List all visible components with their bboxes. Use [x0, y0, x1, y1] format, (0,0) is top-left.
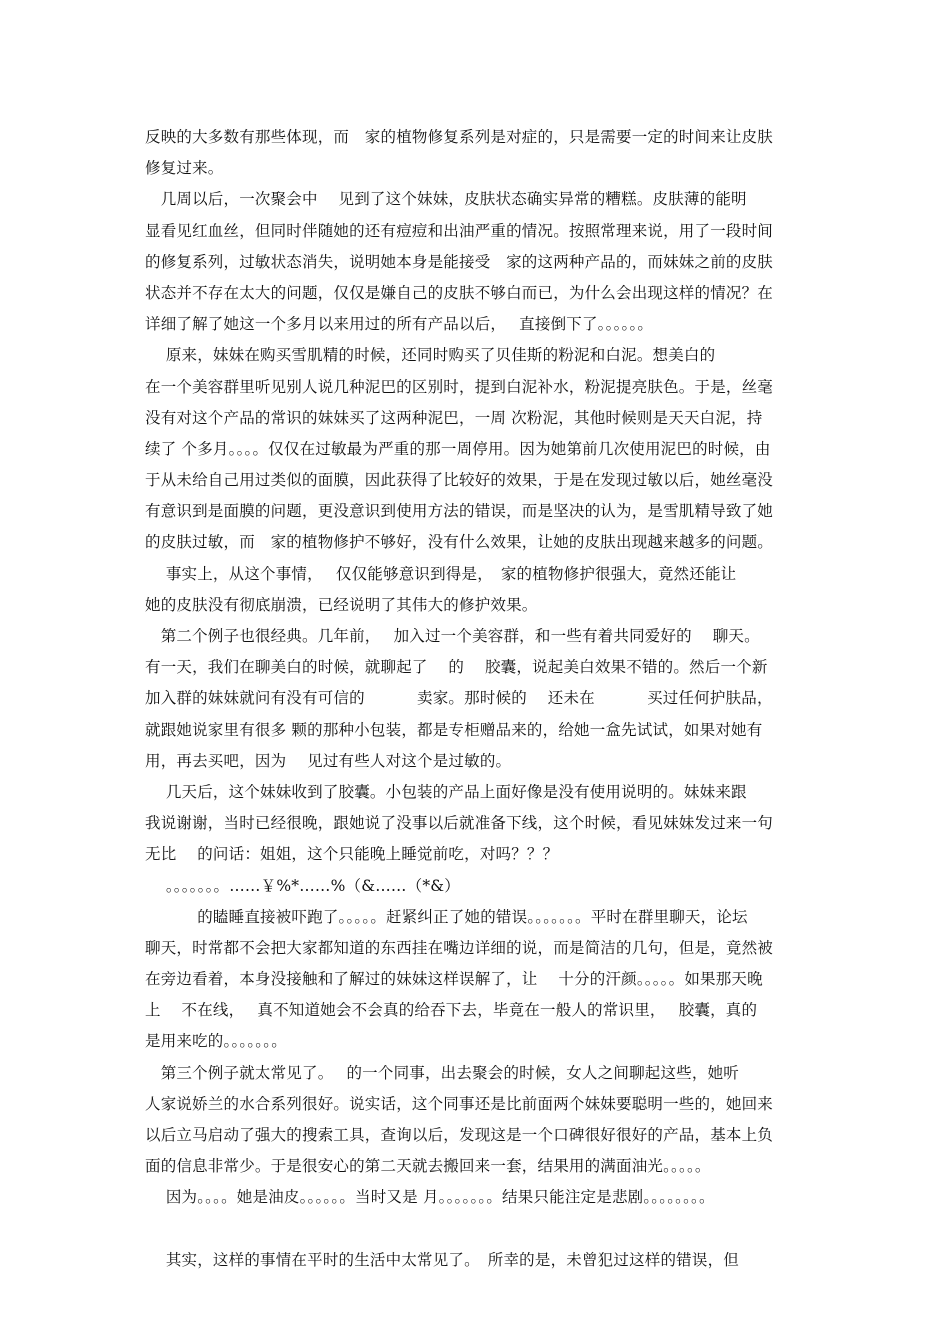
text-line: 反映的大多数有那些体现，而 家的植物修复系列是对症的，只是需要一定的时间来让皮肤	[145, 128, 774, 146]
text-line: 第三个例子就太常见了。 的一个同事，出去聚会的时候，女人之间聊起这些，她听	[145, 1063, 739, 1082]
text-line: 状态并不存在太大的问题，仅仅是嫌自己的皮肤不够白而已，为什么会出现这样的情况？在	[145, 283, 774, 302]
text-line: 几天后，这个妹妹收到了胶囊。小包装的产品上面好像是没有使用说明的。妹妹来跟	[145, 782, 747, 801]
text-line: 第二个例子也很经典。几年前， 加入过一个美容群，和一些有着共同爱好的 聊天。	[145, 627, 760, 645]
text-line: 。。。。。。。……￥%*……%（&……（*&）	[145, 876, 460, 895]
text-line: 加入群的妹妹就问有没有可信的 卖家。那时候的 还未在 买过任何护肤品，	[145, 689, 773, 708]
text-line: 几周以后，一次聚会中 见到了这个妹妹，皮肤状态确实异常的糟糕。皮肤薄的能明	[145, 190, 747, 209]
text-line: 显看见红血丝，但同时伴随她的还有痘痘和出油严重的情况。按照常理来说，用了一段时间	[145, 221, 774, 240]
text-line: 的皮肤过敏，而 家的植物修护不够好，没有什么效果，让她的皮肤出现越来越多的问题。	[145, 533, 774, 552]
paragraph-gap	[145, 1214, 813, 1245]
text-line: 没有对这个产品的常识的妹妹买了这两种泥巴，一周 次粉泥，其他时候则是天天白泥，持	[145, 408, 763, 427]
text-line: 是用来吃的。。。。。。。	[145, 1032, 287, 1051]
text-line: 我说谢谢，当时已经很晚，跟她说了没事以后就准备下线，这个时候，看见妹妹发过来一句	[145, 814, 774, 833]
text-line: 有一天，我们在聊美白的时候，就聊起了 的 胶囊，说起美白效果不错的。然后一个新	[145, 658, 768, 677]
text-line: 的修复系列，过敏状态消失，说明她本身是能接受 家的这两种产品的，而妹妹之前的皮肤	[145, 252, 774, 271]
text-line: 的瞌睡直接被吓跑了。。。。。赶紧纠正了她的错误。。。。。。。平时在群里聊天，论坛	[145, 907, 748, 926]
text-line: 人家说娇兰的水合系列很好。说实话，这个同事还是比前面两个妹妹要聪明一些的，她回来	[145, 1094, 774, 1113]
text-line: 以后立马启动了强大的搜索工具，查询以后，发现这是一个口碑很好很好的产品，基本上负	[145, 1126, 774, 1144]
text-line: 面的信息非常少。于是很安心的第二天就去搬回来一套，结果用的满面油光。。。。。	[145, 1157, 711, 1176]
text-line: 上 不在线， 真不知道她会不会真的给吞下去，毕竟在一般人的常识里， 胶囊，真的	[145, 1001, 758, 1020]
text-line: 用，再去买吧，因为 见过有些人对这个是过敏的。	[145, 751, 512, 770]
text-line: 于从未给自己用过类似的面膜，因此获得了比较好的效果，于是在发现过敏以后，她丝毫没	[145, 471, 774, 490]
text-line: 在一个美容群里听见别人说几种泥巴的区别时，提到白泥补水，粉泥提亮肤色。于是，丝毫	[145, 377, 774, 396]
text-line: 聊天，时常都不会把大家都知道的东西挂在嘴边详细的说，而是简洁的几句，但是，竟然被	[145, 938, 774, 957]
text-line: 事实上，从这个事情， 仅仅能够意识到得是， 家的植物修护很强大，竟然还能让	[145, 564, 737, 583]
text-line: 续了 个多月。。。。仅仅在过敏最为严重的那一周停用。因为她第前几次使用泥巴的时候，由	[145, 439, 771, 458]
text-line: 在旁边看着，本身没接触和了解过的妹妹这样误解了，让 十分的汗颜。。。。。如果那天晚	[145, 970, 763, 989]
text-line: 其实，这样的事情在平时的生活中太常见了。 所幸的是，未曾犯过这样的错误，但	[145, 1250, 739, 1269]
text-line: 有意识到是面膜的问题，更没意识到使用方法的错误，而是坚决的认为，是雪肌精导致了她	[145, 502, 774, 521]
text-line: 因为。。。。她是油皮。。。。。。当时又是 月。。。。。。。结果只能注定是悲剧。。。。。。。。	[145, 1188, 715, 1207]
text-line: 无比 的问话：姐姐，这个只能晚上睡觉前吃，对吗？？？	[145, 845, 559, 864]
text-line: 详细了解了她这一个多月以来用过的所有产品以后， 直接倒下了。。。。。。	[145, 315, 654, 334]
text-line: 原来，妹妹在购买雪肌精的时候，还同时购买了贝佳斯的粉泥和白泥。想美白的	[145, 346, 716, 365]
document-body	[145, 122, 813, 1276]
text-line: 就跟她说家里有很多 颗的那种小包装，都是专柜赠品来的，给她一盒先试试，如果对她有	[145, 720, 763, 739]
text-line: 她的皮肤没有彻底崩溃，已经说明了其伟大的修护效果。	[145, 595, 538, 614]
text-line: 修复过来。	[145, 159, 224, 178]
